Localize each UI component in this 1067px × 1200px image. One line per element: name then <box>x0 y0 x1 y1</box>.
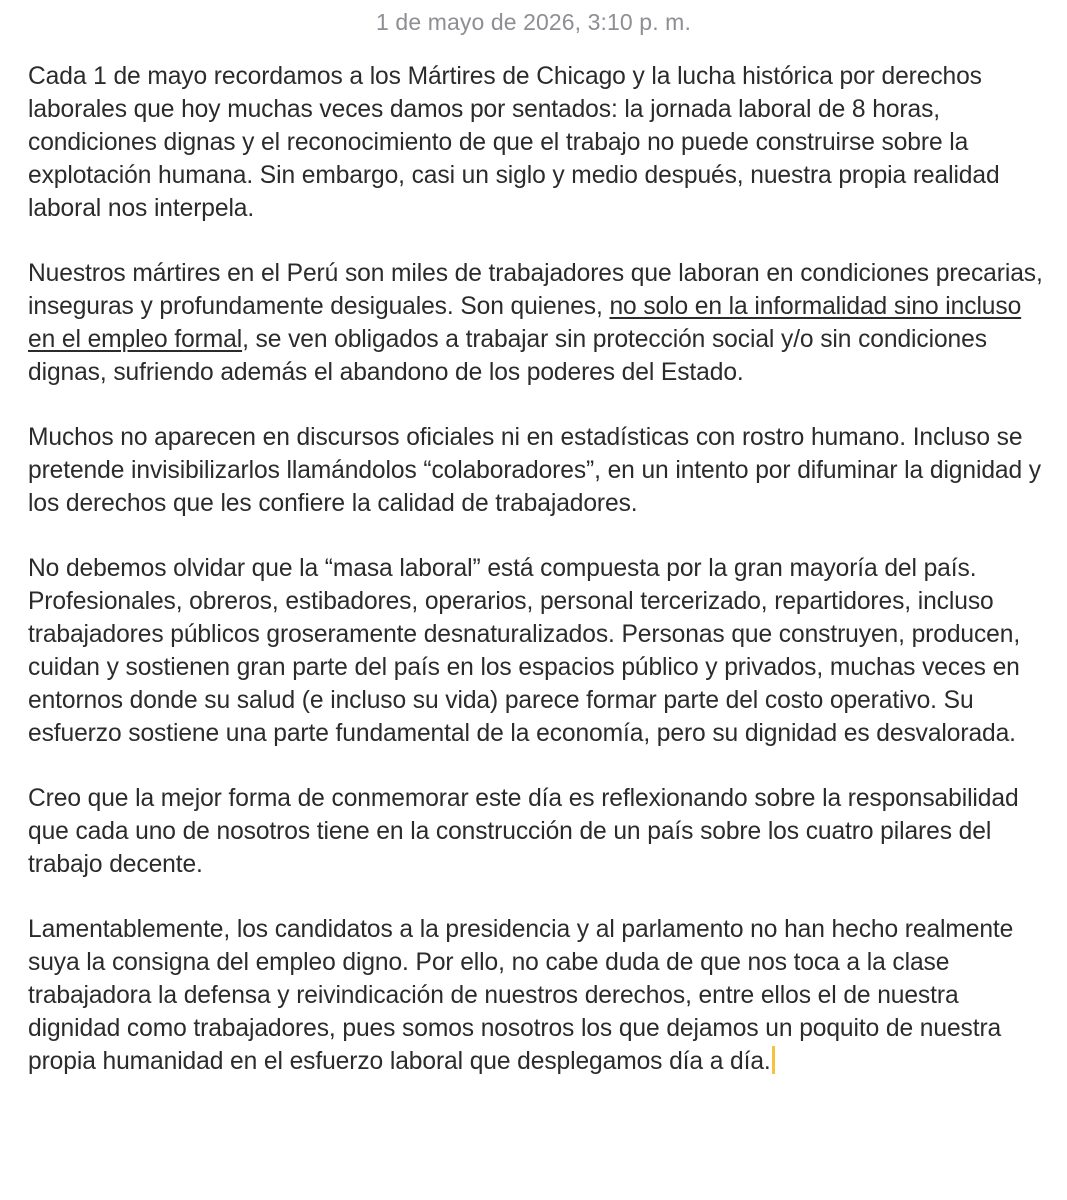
paragraph-text: Lamentablemente, los candidatos a la presidencia y al parlamento no han hecho realmente suya la consigna del empleo digno. Por ello, no cabe duda de que nos toca a la clase trabajadora la defensa y reivindicación de nuestros derechos, entre ellos el de nuestra dignidad como trabajadores, pues somos nosotros los que dejamos un poquito de nuestra propia humanidad en el esfuerzo laboral que desplegamos día a día. <box>28 916 1014 1075</box>
note-paragraph-1[interactable]: Cada 1 de mayo recordamos a los Mártires de Chicago y la lucha histórica por derechos laborales que hoy muchas veces damos por sentados: la jornada laboral de 8 horas, condiciones dignas y el reconocimiento de que el trabajo no puede construirse sobre la explotación humana. Sin embargo, casi un siglo y medio después, nuestra propia realidad laboral nos interpela. <box>28 63 1000 222</box>
note-timestamp: 1 de mayo de 2026, 3:10 p. m. <box>376 9 691 35</box>
text-cursor <box>772 1046 775 1074</box>
note-paragraph-5[interactable]: Creo que la mejor forma de conmemorar este día es reflexionando sobre la responsabilidad que cada uno de nosotros tiene en la construcción de un país sobre los cuatro pilares del trabajo decente. <box>28 785 1019 878</box>
paragraph-text: , se ven obligados a trabajar sin protección social y/o sin condiciones dignas, sufriendo además el abandono de los poderes del Estado. <box>28 326 987 386</box>
note-paragraph-3[interactable]: Muchos no aparecen en discursos oficiales ni en estadísticas con rostro humano. Incluso se pretende invisibilizarlos llamándolos “colaboradores”, en un intento por difuminar la dignidad y los derechos que les confiere la calidad de trabajadores. <box>28 424 1041 517</box>
note-editor[interactable] <box>28 60 1048 1078</box>
note-paragraph-4[interactable]: No debemos olvidar que la “masa laboral” está compuesta por la gran mayoría del país. Profesionales, obreros, estibadores, operarios, personal tercerizado, repartidores, incluso trabajadores públicos groseramente desnaturalizados. Personas que construyen, producen, cuidan y sostienen gran parte del país en los espacios público y privados, muchas veces en entornos donde su salud (e incluso su vida) parece formar parte del costo operativo. Su esfuerzo sostiene una parte fundamental de la economía, pero su dignidad es desvalorada. <box>28 555 1021 747</box>
note-paragraph-6[interactable] <box>28 913 1048 1078</box>
underlined-text: no solo en la informalidad sino incluso en el empleo formal <box>28 293 1022 353</box>
note-paragraph-2[interactable] <box>28 257 1048 389</box>
paragraph-text: Nuestros mártires en el Perú son miles de trabajadores que laboran en condiciones precarias, inseguras y profundamente desiguales. Son quienes, <box>28 260 1043 320</box>
